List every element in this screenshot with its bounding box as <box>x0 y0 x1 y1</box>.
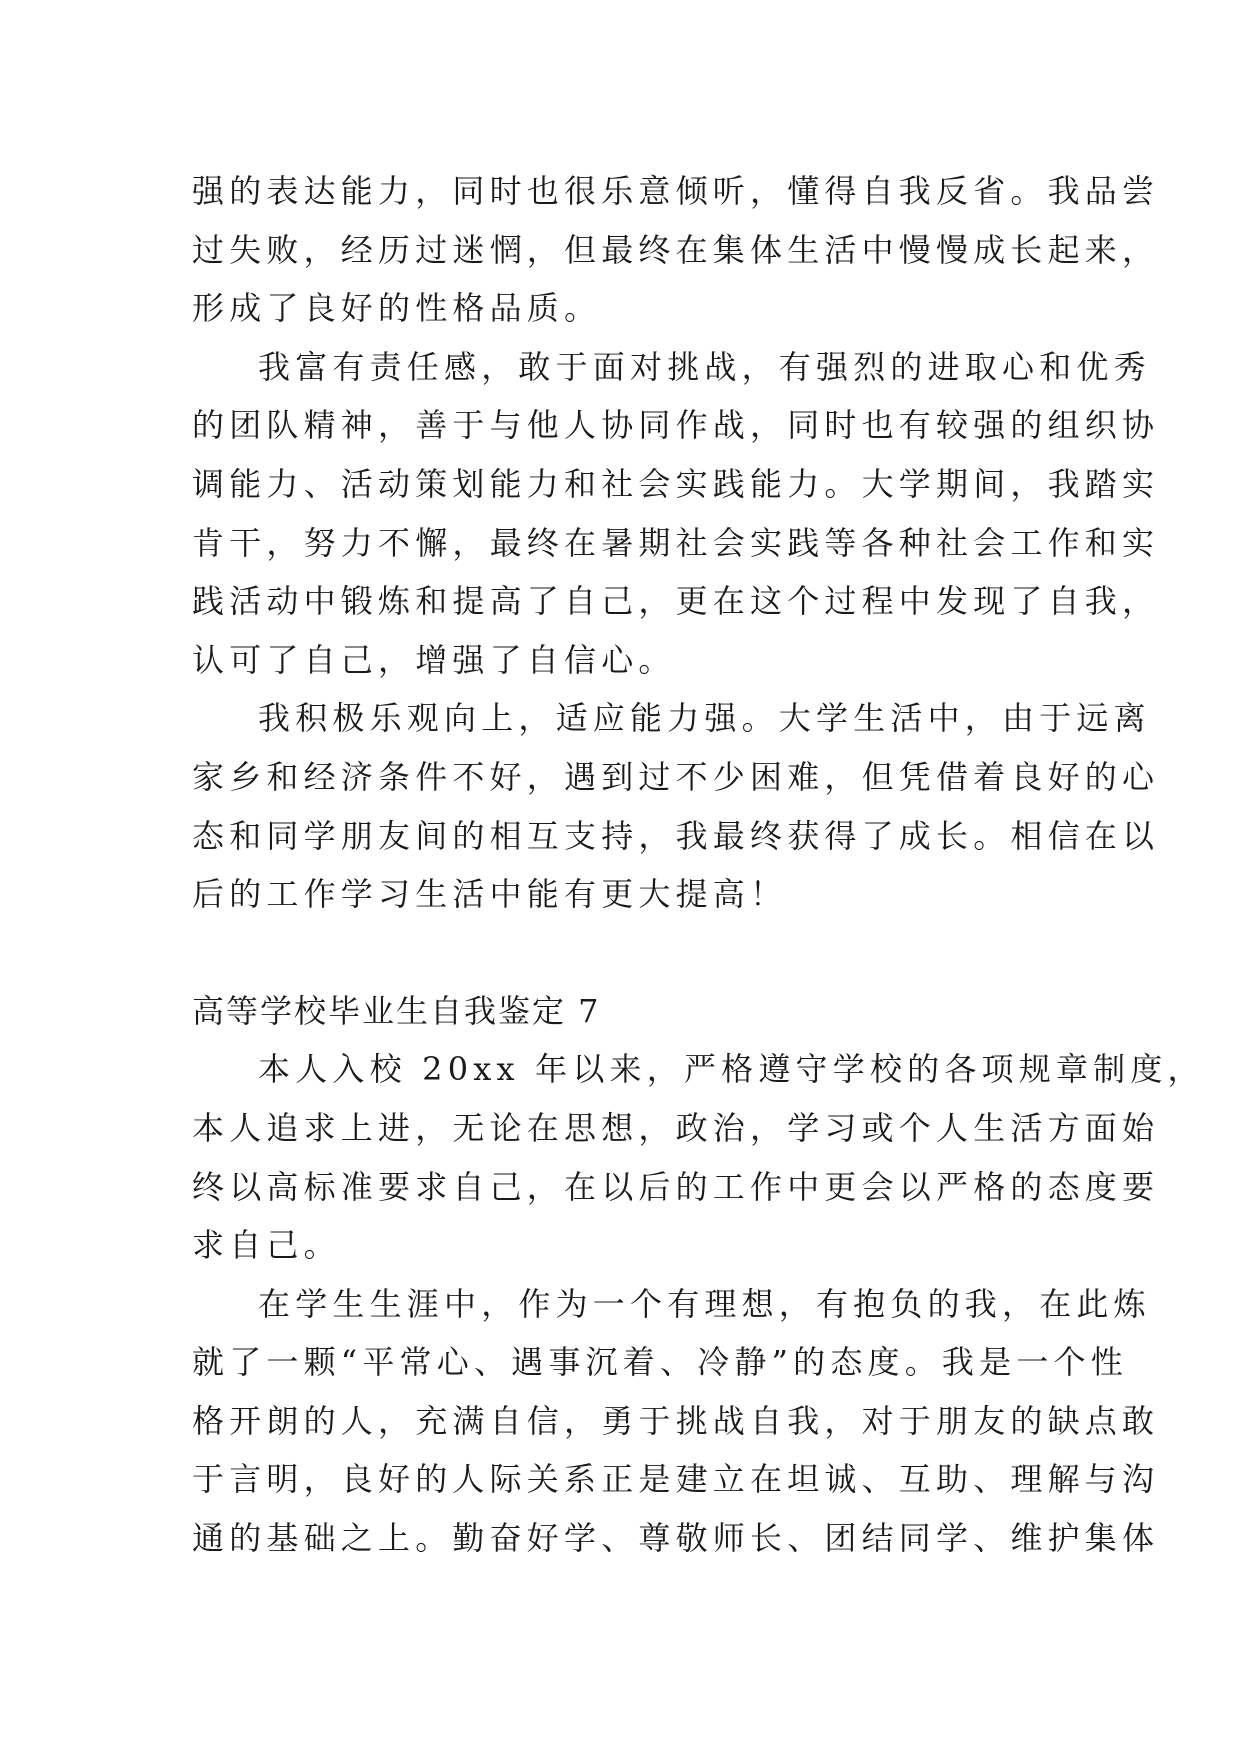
paragraph-line: 肯干，努力不懈，最终在暑期社会实践等各种社会工作和实 <box>192 523 1160 562</box>
paragraph-4 <box>192 1040 1205 1274</box>
paragraph-line: 于言明，良好的人际关系正是建立在坦诚、互助、理解与沟 <box>192 1460 1160 1499</box>
paragraph-line: 形成了良好的性格品质。 <box>192 289 602 328</box>
paragraph-line: 本人入校 20xx 年以来，严格遵守学校的各项规章制度， <box>258 1050 1205 1089</box>
paragraph-line: 终以高标准要求自己，在以后的工作中更会以严格的态度要 <box>192 1167 1160 1206</box>
paragraph-line: 后的工作学习生活中能有更大提高！ <box>192 875 788 914</box>
section-heading: 高等学校毕业生自我鉴定 7 <box>192 991 601 1030</box>
paragraph-line: 本人追求上进，无论在思想，政治，学习或个人生活方面始 <box>192 1108 1160 1147</box>
paragraph-line: 格开朗的人，充满自信，勇于挑战自我，对于朋友的缺点敢 <box>192 1401 1160 1440</box>
paragraph-line: 就了一颗“平常心、遇事沉着、冷静”的态度。我是一个性 <box>192 1343 1128 1382</box>
paragraph-line: 强的表达能力，同时也很乐意倾听，懂得自我反省。我品尝 <box>192 172 1160 210</box>
paragraph-line: 我积极乐观向上，适应能力强。大学生活中，由于远离 <box>258 699 1151 738</box>
section-gap <box>192 924 1060 982</box>
paragraph-line: 在学生生涯中，作为一个有理想，有抱负的我，在此炼 <box>258 1284 1151 1323</box>
document-body <box>192 162 1205 1568</box>
paragraph-line: 的团队精神，善于与他人协同作战，同时也有较强的组织协 <box>192 406 1160 445</box>
paragraph-line: 求自己。 <box>192 1226 341 1265</box>
paragraph-line: 通的基础之上。勤奋好学、尊敬师长、团结同学、维护集体 <box>192 1519 1160 1558</box>
paragraph-line: 我富有责任感，敢于面对挑战，有强烈的进取心和优秀 <box>258 347 1151 386</box>
paragraph-line: 态和同学朋友间的相互支持，我最终获得了成长。相信在以 <box>192 816 1160 855</box>
paragraph-line: 家乡和经济条件不好，遇到过不少困难，但凭借着良好的心 <box>192 757 1160 796</box>
paragraph-line: 过失败，经历过迷惘，但最终在集体生活中慢慢成长起来， <box>192 230 1160 269</box>
paragraph-line: 调能力、活动策划能力和社会实践能力。大学期间，我踏实 <box>192 464 1160 503</box>
paragraph-5 <box>192 1275 1160 1568</box>
paragraph-2 <box>192 338 1160 690</box>
paragraph-1 <box>192 162 1160 338</box>
paragraph-line: 践活动中锻炼和提高了自己，更在这个过程中发现了自我， <box>192 582 1160 621</box>
paragraph-line: 认可了自己，增强了自信心。 <box>192 640 676 679</box>
paragraph-3 <box>192 689 1160 923</box>
